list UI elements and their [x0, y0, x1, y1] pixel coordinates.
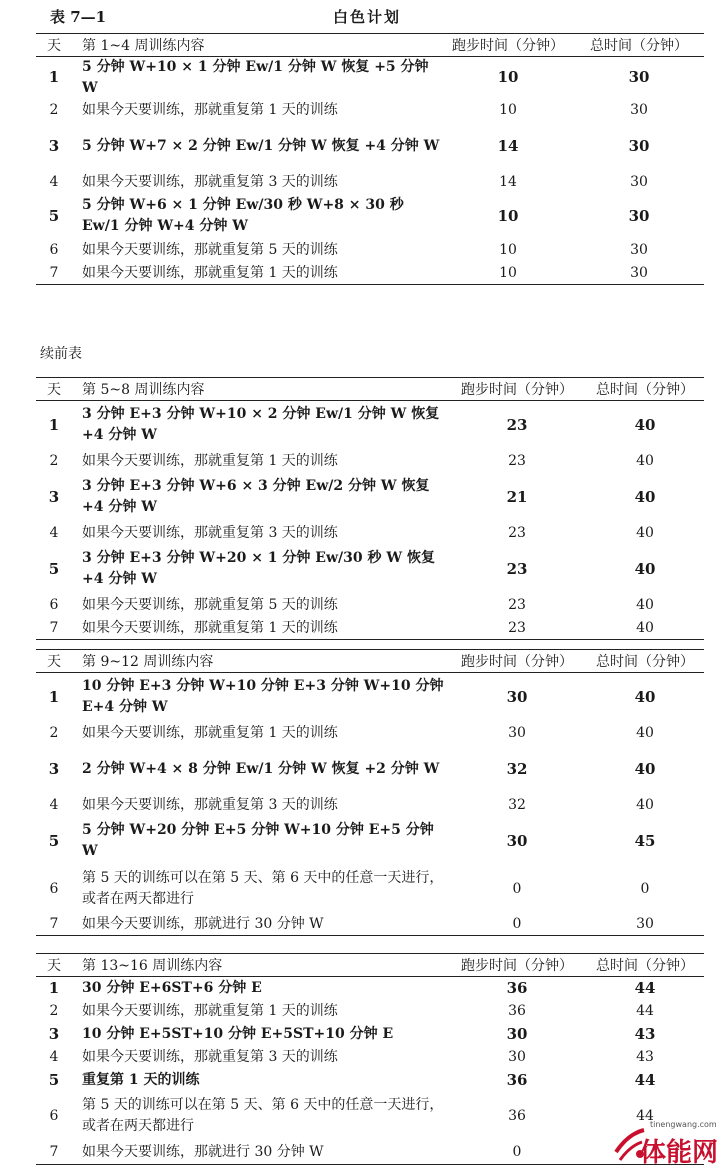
watermark-url: tinengwang.com	[650, 1120, 717, 1129]
training-table-weeks-9-12	[36, 649, 704, 936]
day-cell: 3	[48, 1025, 60, 1043]
day-cell: 5	[48, 1071, 60, 1089]
run-time-cell: 0	[512, 915, 522, 932]
day-cell: 7	[49, 264, 59, 281]
content-cell: 2 分钟 W+4 × 8 分钟 Ew/1 分钟 W 恢复 +2 分钟 W	[82, 760, 440, 777]
header-content: 第 13~16 周训练内容	[82, 958, 223, 974]
total-time-cell: 0	[640, 880, 650, 897]
total-time-cell: 30	[628, 206, 650, 225]
table-row	[36, 545, 704, 593]
total-time-cell: 30	[630, 101, 648, 118]
table-row	[36, 913, 704, 936]
table-header	[36, 649, 704, 673]
header-day: 天	[47, 38, 61, 54]
watermark-logo	[610, 1118, 720, 1170]
header-total-time: 总时间（分钟）	[596, 654, 694, 670]
header-content: 第 5~8 周训练内容	[82, 382, 205, 398]
header-total-time: 总时间（分钟）	[596, 382, 694, 398]
title-row	[38, 6, 698, 30]
training-table-weeks-13-16	[36, 953, 704, 1165]
content-cell: 如果今天要训练，那就重复第 1 天的训练	[82, 452, 338, 469]
table-row	[36, 194, 704, 238]
total-time-cell: 45	[634, 831, 656, 850]
total-time-cell: 43	[634, 1025, 656, 1043]
header-content: 第 9~12 周训练内容	[82, 654, 214, 670]
run-time-cell: 21	[506, 487, 528, 506]
table-row	[36, 401, 704, 449]
table-header	[36, 953, 704, 977]
watermark-text: 体能网	[640, 1138, 719, 1168]
content-cell: 10 分钟 E+5ST+10 分钟 E+5ST+10 分钟 E	[82, 1026, 394, 1042]
day-cell: 5	[48, 206, 60, 225]
header-run-time: 跑步时间（分钟）	[461, 382, 573, 398]
day-cell: 4	[49, 524, 59, 541]
run-time-cell: 30	[506, 831, 528, 850]
total-time-cell: 40	[634, 415, 656, 434]
day-cell: 3	[48, 759, 60, 778]
day-cell: 2	[49, 101, 59, 118]
content-cell: 如果今天要训练，那就重复第 3 天的训练	[82, 173, 338, 190]
content-cell: 如果今天要训练，那就重复第 1 天的训练	[82, 101, 338, 118]
plan-title: 白色计划	[333, 8, 402, 26]
day-cell: 7	[49, 915, 59, 932]
run-time-cell: 36	[506, 979, 528, 997]
day-cell: 2	[49, 452, 59, 469]
table-row	[36, 1000, 704, 1023]
continued-label: 续前表	[40, 346, 82, 362]
training-table-weeks-1-4	[36, 33, 704, 285]
table-row	[36, 262, 704, 285]
day-cell: 2	[49, 724, 59, 741]
total-time-cell: 30	[630, 264, 648, 281]
content-cell: 3 分钟 E+3 分钟 W+10 × 2 分钟 Ew/1 分钟 W 恢复 +4 分钟 W	[82, 406, 440, 443]
total-time-cell: 40	[636, 796, 654, 813]
header-run-time: 跑步时间（分钟）	[461, 654, 573, 670]
content-cell: 如果今天要训练，那就重复第 3 天的训练	[82, 1049, 338, 1065]
training-table-weeks-5-8	[36, 377, 704, 640]
run-time-cell: 23	[508, 619, 526, 636]
run-time-cell: 10	[497, 206, 519, 225]
run-time-cell: 10	[499, 101, 517, 118]
table-row	[36, 1092, 704, 1140]
day-cell: 5	[48, 831, 60, 850]
header-content: 第 1~4 周训练内容	[82, 38, 205, 54]
table-row	[36, 57, 704, 98]
day-cell: 7	[49, 1143, 59, 1160]
total-time-cell: 44	[634, 1071, 656, 1089]
table-row	[36, 865, 704, 913]
table-header	[36, 377, 704, 401]
content-cell: 第 5 天的训练可以在第 5 天、第 6 天中的任意一天进行，或者在两天都进行	[82, 1097, 444, 1134]
day-cell: 3	[48, 136, 60, 155]
content-cell: 如果今天要训练，那就重复第 5 天的训练	[82, 596, 338, 613]
run-time-cell: 23	[508, 596, 526, 613]
total-time-cell: 44	[634, 979, 656, 997]
table-row	[36, 793, 704, 817]
run-time-cell: 30	[506, 687, 528, 706]
content-cell: 5 分钟 W+20 分钟 E+5 分钟 W+10 分钟 E+5 分钟 W	[82, 822, 434, 859]
run-time-cell: 36	[506, 1071, 528, 1089]
content-cell: 5 分钟 W+7 × 2 分钟 Ew/1 分钟 W 恢复 +4 分钟 W	[82, 137, 440, 154]
total-time-cell: 30	[628, 68, 650, 86]
total-time-cell: 40	[634, 759, 656, 778]
run-time-cell: 23	[506, 415, 528, 434]
run-time-cell: 23	[506, 559, 528, 578]
table-row	[36, 673, 704, 721]
table-row	[36, 1046, 704, 1069]
content-cell: 如果今天要训练，那就重复第 5 天的训练	[82, 241, 338, 258]
table-row	[36, 238, 704, 262]
content-cell: 5 分钟 W+6 × 1 分钟 Ew/30 秒 W+8 × 30 秒 Ew/1 分钟 W+4 分钟 W	[82, 197, 404, 234]
day-cell: 2	[49, 1003, 59, 1019]
table-row	[36, 721, 704, 745]
total-time-cell: 30	[630, 241, 648, 258]
table-row	[36, 745, 704, 793]
day-cell: 6	[49, 880, 59, 897]
total-time-cell: 40	[636, 452, 654, 469]
day-cell: 6	[49, 1107, 59, 1124]
run-time-cell: 36	[508, 1107, 526, 1124]
content-cell: 如果今天要训练，那就重复第 1 天的训练	[82, 619, 338, 636]
content-cell: 5 分钟 W+10 × 1 分钟 Ew/1 分钟 W 恢复 +5 分钟 W	[82, 58, 429, 96]
header-run-time: 跑步时间（分钟）	[452, 38, 564, 54]
total-time-cell: 44	[636, 1107, 654, 1124]
run-time-cell: 32	[508, 796, 526, 813]
run-time-cell: 32	[506, 759, 528, 778]
total-time-cell: 40	[634, 559, 656, 578]
run-time-cell: 14	[497, 136, 519, 155]
day-cell: 1	[48, 415, 60, 434]
content-cell: 如果今天要训练，那就重复第 3 天的训练	[82, 796, 338, 813]
day-cell: 1	[48, 979, 60, 997]
content-cell: 30 分钟 E+6ST+6 分钟 E	[82, 980, 262, 996]
table-row	[36, 1140, 704, 1165]
total-time-cell: 43	[636, 1049, 654, 1065]
total-time-cell: 40	[636, 619, 654, 636]
day-cell: 1	[48, 68, 60, 86]
header-total-time: 总时间（分钟）	[590, 38, 688, 54]
content-cell: 10 分钟 E+3 分钟 W+10 分钟 E+3 分钟 W+10 分钟 E+4 分钟 W	[82, 678, 444, 715]
total-time-cell: 40	[636, 596, 654, 613]
table-row	[36, 98, 704, 122]
table-row	[36, 521, 704, 545]
total-time-cell: 30	[628, 136, 650, 155]
table-row	[36, 1069, 704, 1092]
content-cell: 重复第 1 天的训练	[82, 1072, 200, 1088]
run-time-cell: 23	[508, 452, 526, 469]
header-total-time: 总时间（分钟）	[596, 958, 694, 974]
total-time-cell: 40	[634, 687, 656, 706]
content-cell: 如果今天要训练，那就重复第 1 天的训练	[82, 264, 338, 281]
table-label: 表 7—1	[50, 8, 107, 26]
run-time-cell: 23	[508, 524, 526, 541]
table-row	[36, 617, 704, 640]
header-day: 天	[47, 382, 61, 398]
table-row	[36, 170, 704, 194]
table-header	[36, 33, 704, 57]
content-cell: 如果今天要训练，那就进行 30 分钟 W	[82, 1143, 324, 1160]
header-run-time: 跑步时间（分钟）	[461, 958, 573, 974]
day-cell: 4	[49, 173, 59, 190]
content-cell: 第 5 天的训练可以在第 5 天、第 6 天中的任意一天进行，或者在两天都进行	[82, 870, 444, 907]
run-time-cell: 30	[506, 1025, 528, 1043]
day-cell: 7	[49, 619, 59, 636]
run-time-cell: 30	[508, 724, 526, 741]
run-time-cell: 10	[499, 241, 517, 258]
content-cell: 如果今天要训练，那就进行 30 分钟 W	[82, 915, 324, 932]
day-cell: 5	[48, 559, 60, 578]
table-row	[36, 122, 704, 170]
total-time-cell: 40	[634, 487, 656, 506]
day-cell: 4	[49, 796, 59, 813]
table-row	[36, 817, 704, 865]
run-time-cell: 10	[499, 264, 517, 281]
run-time-cell: 30	[508, 1049, 526, 1065]
run-time-cell: 36	[508, 1003, 526, 1019]
run-time-cell: 0	[512, 880, 522, 897]
table-row	[36, 977, 704, 1000]
total-time-cell: 30	[636, 915, 654, 932]
total-time-cell: 40	[636, 524, 654, 541]
content-cell: 3 分钟 E+3 分钟 W+20 × 1 分钟 Ew/30 秒 W 恢复 +4 分钟 W	[82, 550, 435, 587]
content-cell: 如果今天要训练，那就重复第 3 天的训练	[82, 524, 338, 541]
day-cell: 3	[48, 487, 60, 506]
table-row	[36, 1023, 704, 1046]
table-row	[36, 449, 704, 473]
total-time-cell: 40	[636, 724, 654, 741]
run-time-cell: 14	[499, 173, 517, 190]
day-cell: 6	[49, 596, 59, 613]
run-time-cell: 0	[512, 1143, 522, 1160]
content-cell: 如果今天要训练，那就重复第 1 天的训练	[82, 724, 338, 741]
total-time-cell: 44	[636, 1003, 654, 1019]
table-row	[36, 473, 704, 521]
content-cell: 3 分钟 E+3 分钟 W+6 × 3 分钟 Ew/2 分钟 W 恢复 +4 分钟 W	[82, 478, 430, 515]
day-cell: 1	[48, 687, 60, 706]
day-cell: 4	[49, 1049, 59, 1065]
header-day: 天	[47, 654, 61, 670]
total-time-cell: 30	[630, 173, 648, 190]
run-time-cell: 10	[497, 68, 519, 86]
header-day: 天	[47, 958, 61, 974]
content-cell: 如果今天要训练，那就重复第 1 天的训练	[82, 1003, 338, 1019]
table-row	[36, 593, 704, 617]
day-cell: 6	[49, 241, 59, 258]
